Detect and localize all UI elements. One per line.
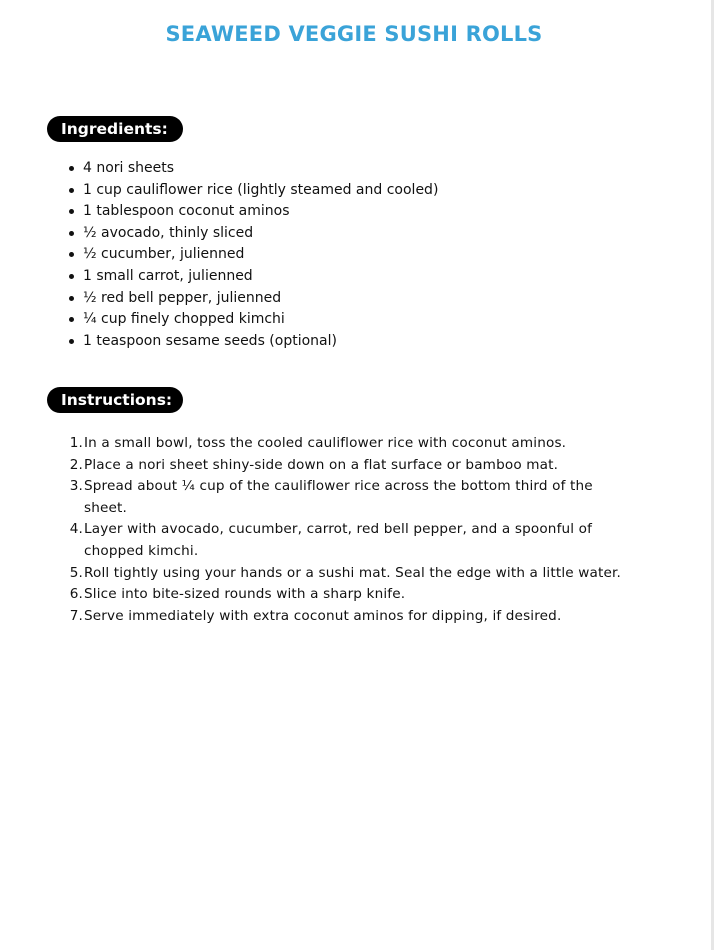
- step-text: Slice into bite-sized rounds with a sharp knife.: [84, 586, 406, 603]
- instruction-step: [66, 584, 626, 606]
- ingredient-item: [66, 158, 438, 180]
- step-number: 2.: [69, 456, 83, 473]
- ingredient-text: 1 teaspoon sesame seeds (optional): [83, 332, 337, 349]
- bullet-icon: [69, 231, 74, 236]
- ingredient-text: ½ cucumber, julienned: [83, 246, 245, 263]
- step-number: 7.: [69, 607, 83, 624]
- step-text: Place a nori sheet shiny-side down on a flat surface or bamboo mat.: [84, 456, 559, 473]
- bullet-icon: [69, 188, 74, 193]
- ingredient-item: [66, 266, 438, 288]
- ingredient-text: ½ red bell pepper, julienned: [83, 289, 282, 306]
- step-text: Serve immediately with extra coconut aminos for dipping, if desired.: [84, 607, 562, 624]
- ingredients-heading: Ingredients:: [47, 116, 183, 142]
- step-number: 6.: [69, 586, 83, 603]
- document-title: SEAWEED VEGGIE SUSHI ROLLS: [165, 22, 543, 46]
- bullet-icon: [69, 209, 74, 214]
- ingredient-text: 1 cup cauliflower rice (lightly steamed and cooled): [83, 181, 439, 198]
- ingredient-item: [66, 244, 438, 266]
- ingredient-item: [66, 223, 438, 245]
- instruction-step: [66, 455, 626, 477]
- ingredient-text: 1 small carrot, julienned: [83, 267, 253, 284]
- ingredient-text: 1 tablespoon coconut aminos: [83, 203, 290, 220]
- bullet-icon: [69, 252, 74, 257]
- ingredient-item: [66, 331, 438, 353]
- step-text: Layer with avocado, cucumber, carrot, red bell pepper, and a spoonful of chopped kimchi.: [84, 521, 593, 559]
- step-number: 4.: [69, 521, 83, 538]
- instructions-list: [66, 433, 626, 627]
- step-number: 5.: [69, 564, 83, 581]
- ingredient-item: [66, 201, 438, 223]
- step-text: Roll tightly using your hands or a sushi mat. Seal the edge with a little water.: [84, 564, 621, 581]
- step-number: 3.: [69, 478, 83, 495]
- instruction-step: [66, 519, 626, 562]
- ingredient-text: ¼ cup finely chopped kimchi: [83, 311, 285, 328]
- bullet-icon: [69, 296, 74, 301]
- bullet-icon: [69, 166, 74, 171]
- instruction-step: [66, 476, 626, 519]
- bullet-icon: [69, 317, 74, 322]
- ingredient-text: ½ avocado, thinly sliced: [83, 224, 254, 241]
- instruction-step: [66, 563, 626, 585]
- ingredient-item: [66, 288, 438, 310]
- step-number: 1.: [69, 435, 83, 451]
- ingredients-list: [66, 158, 438, 352]
- ingredient-item: [66, 180, 438, 202]
- instructions-heading: Instructions:: [47, 387, 183, 413]
- step-text: Spread about ¼ cup of the cauliflower rice across the bottom third of the sheet.: [84, 478, 593, 516]
- ingredient-text: 4 nori sheets: [83, 160, 175, 176]
- step-text: In a small bowl, toss the cooled cauliflower rice with coconut aminos.: [84, 435, 567, 451]
- instruction-step: [66, 433, 626, 455]
- bullet-icon: [69, 339, 74, 344]
- bullet-icon: [69, 274, 74, 279]
- ingredient-item: [66, 309, 438, 331]
- instruction-step: [66, 606, 626, 628]
